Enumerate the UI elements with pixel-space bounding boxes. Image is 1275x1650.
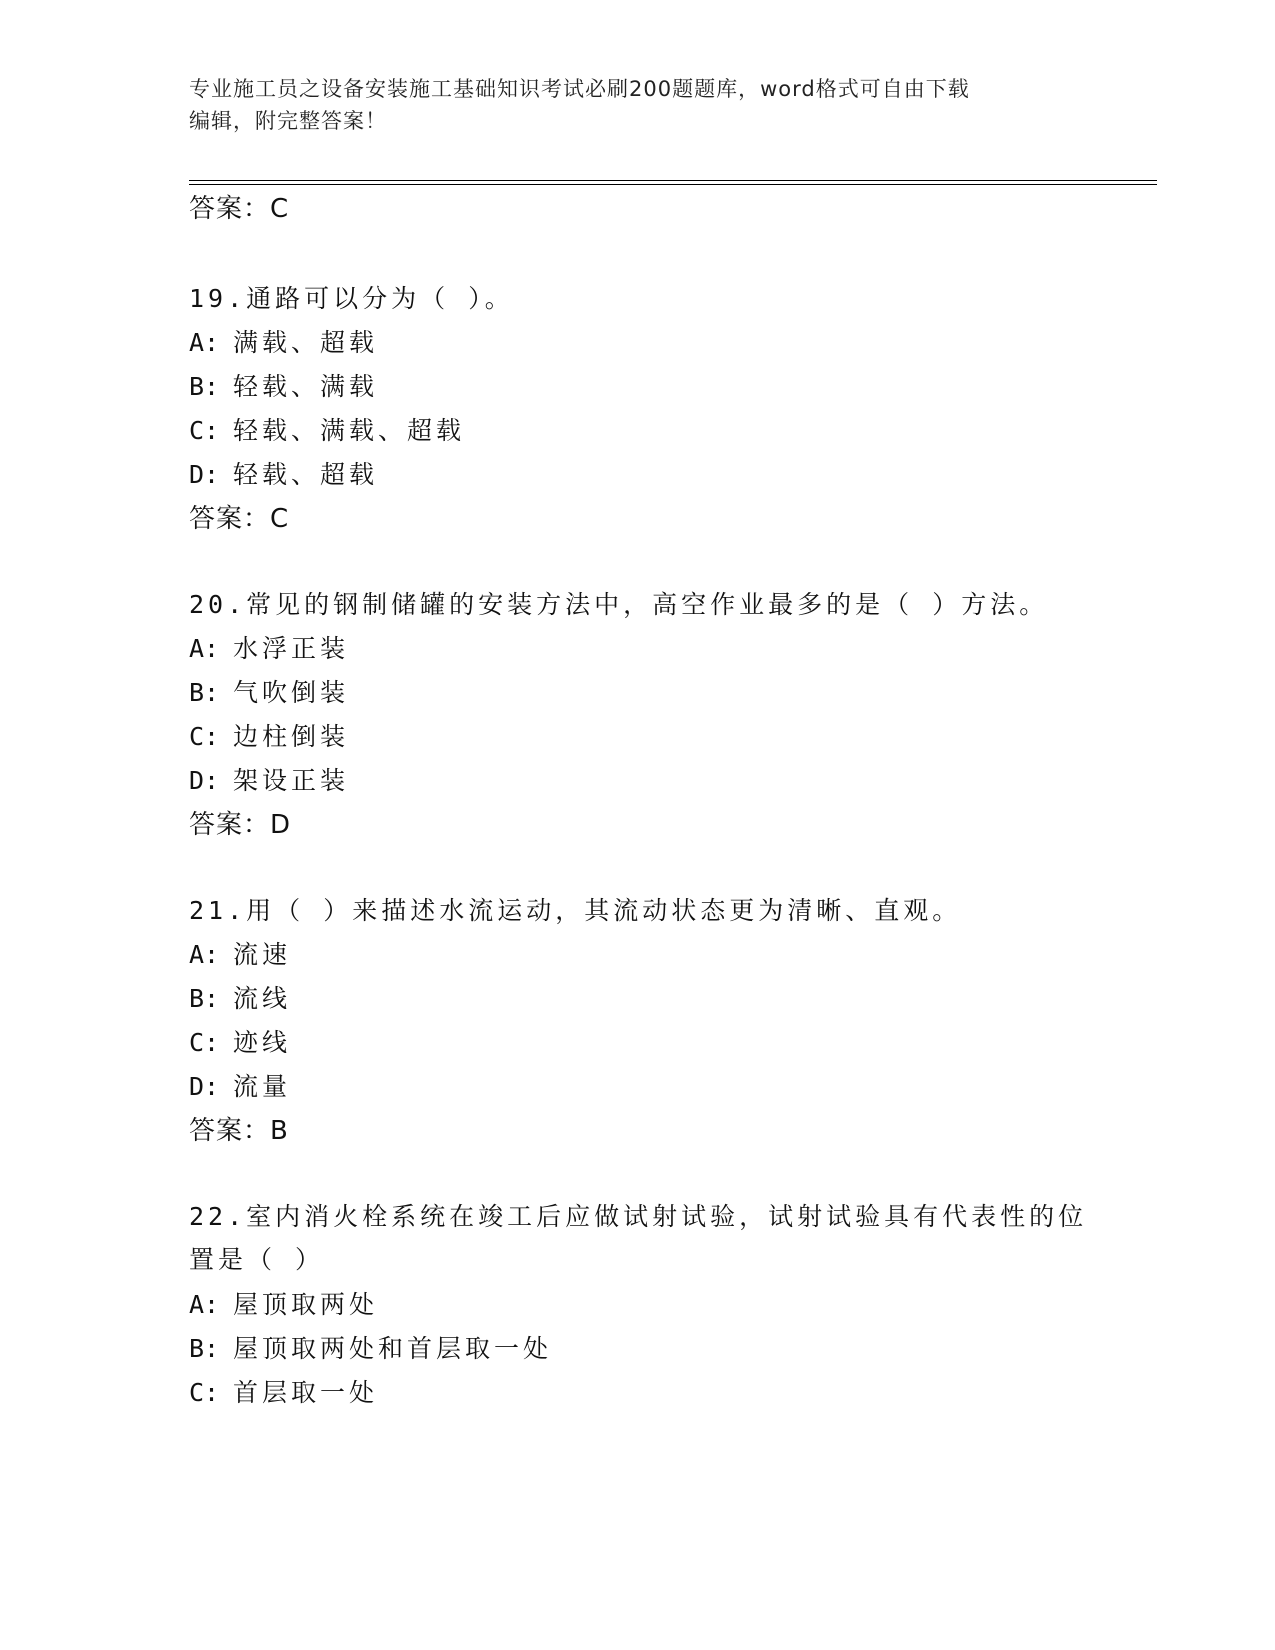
- question-21-option-a: [189, 938, 291, 972]
- answer-19: 答案：C: [189, 504, 290, 534]
- option-text: 边柱倒装: [233, 722, 350, 751]
- option-letter: A:: [189, 1290, 220, 1319]
- option-text: 轻载、超载: [233, 460, 379, 489]
- header-divider-top: [189, 180, 1157, 181]
- option-letter: C:: [189, 722, 220, 751]
- option-letter: A:: [189, 940, 220, 969]
- header-line-2: 编辑，附完整答案！: [189, 109, 387, 133]
- question-21-text: 21.用（ ）来描述水流运动，其流动状态更为清晰、直观。: [189, 896, 962, 925]
- option-letter: D:: [189, 1072, 220, 1101]
- question-20-option-b: [189, 676, 349, 710]
- question-22-text-line-1: 22.室内消火栓系统在竣工后应做试射试验，试射试验具有代表性的位: [189, 1202, 1088, 1231]
- question-19-text: 19.通路可以分为（ ）。: [189, 284, 514, 313]
- question-19-option-a: [189, 326, 378, 360]
- question-20-text: 20.常见的钢制储罐的安装方法中，高空作业最多的是（ ）方法。: [189, 590, 1049, 619]
- option-text: 流线: [233, 984, 292, 1013]
- question-21-option-b: [189, 982, 291, 1016]
- answer-21: 答案：B: [189, 1116, 289, 1146]
- option-text: 轻载、满载、超载: [233, 416, 466, 445]
- option-letter: B:: [189, 1334, 220, 1363]
- question-20-option-c: [189, 720, 349, 754]
- option-text: 水浮正装: [233, 634, 350, 663]
- option-letter: A:: [189, 634, 220, 663]
- question-19-option-c: [189, 414, 465, 448]
- option-text: 流量: [233, 1072, 292, 1101]
- question-21-option-d: [189, 1070, 291, 1104]
- option-text: 迹线: [233, 1028, 292, 1057]
- document-header: [189, 73, 1089, 137]
- option-letter: A:: [189, 328, 220, 357]
- option-letter: D:: [189, 460, 220, 489]
- option-text: 流速: [233, 940, 292, 969]
- question-22-option-b: [189, 1332, 552, 1366]
- option-letter: C:: [189, 1378, 220, 1407]
- question-19-option-d: [189, 458, 378, 492]
- question-21-option-c: [189, 1026, 291, 1060]
- question-19-option-b: [189, 370, 378, 404]
- option-text: 轻载、满载: [233, 372, 379, 401]
- header-line-1: 专业施工员之设备安装施工基础知识考试必刷200题题库，word格式可自由下载: [189, 77, 970, 101]
- option-letter: D:: [189, 766, 220, 795]
- question-22-option-c: [189, 1376, 378, 1410]
- option-letter: B:: [189, 372, 220, 401]
- answer-18: 答案：C: [189, 194, 290, 224]
- question-20-option-a: [189, 632, 349, 666]
- option-text: 架设正装: [233, 766, 350, 795]
- option-letter: C:: [189, 416, 220, 445]
- option-text: 首层取一处: [233, 1378, 379, 1407]
- option-letter: B:: [189, 678, 220, 707]
- option-letter: C:: [189, 1028, 220, 1057]
- option-text: 满载、超载: [233, 328, 379, 357]
- question-22-option-a: [189, 1288, 378, 1322]
- answer-20: 答案：D: [189, 810, 292, 840]
- question-22-text-line-2: 置是（ ）: [189, 1245, 325, 1274]
- option-text: 气吹倒装: [233, 678, 350, 707]
- option-letter: B:: [189, 984, 220, 1013]
- option-text: 屋顶取两处和首层取一处: [233, 1334, 553, 1363]
- option-text: 屋顶取两处: [233, 1290, 379, 1319]
- question-20-option-d: [189, 764, 349, 798]
- header-divider-bottom: [189, 184, 1157, 185]
